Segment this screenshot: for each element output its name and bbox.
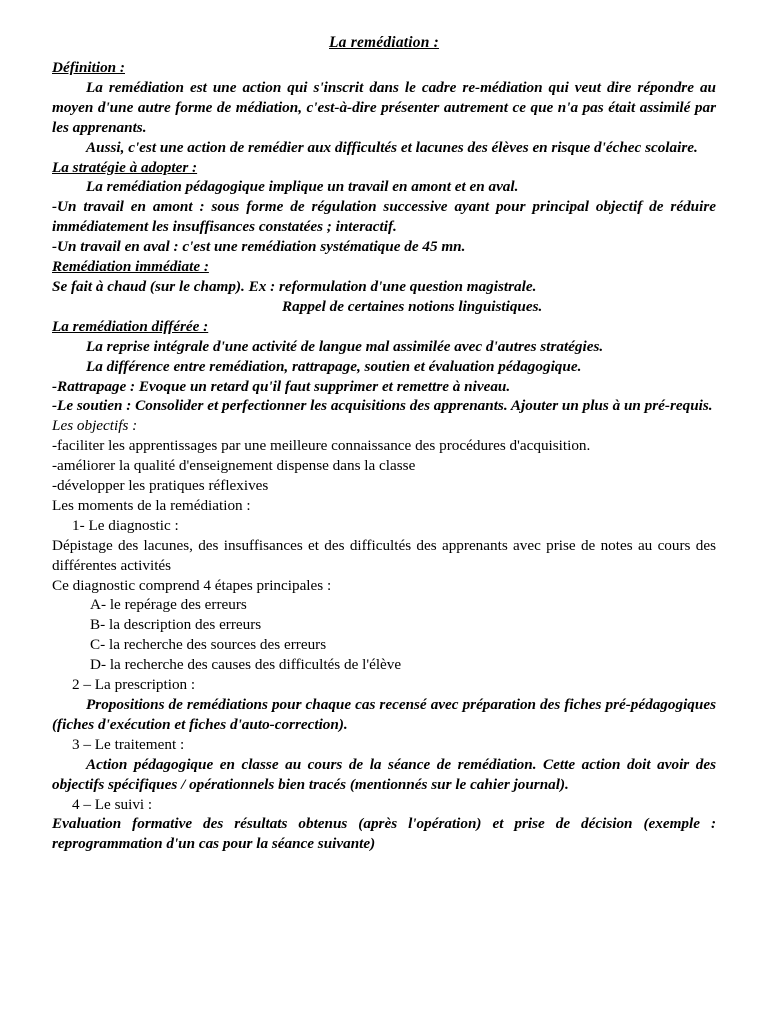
- page-title: La remédiation :: [329, 34, 439, 51]
- remediation-differee-paragraph-2: La différence entre remédiation, rattrapage, soutien et évaluation pédagogique.: [86, 357, 582, 375]
- remediation-immediate-paragraph-1: Se fait à chaud (sur le champ). Ex : reformulation d'une question magistrale.: [52, 277, 537, 295]
- strategie-paragraph-2: -Un travail en amont : sous forme de régulation successive ayant pour principal objectif de réduire immédiatement les insuffisances constatées ; interactif.: [52, 198, 716, 236]
- moment-4-paragraph-1: Evaluation formative des résultats obtenus (après l'opération) et prise de décision (exemple : reprogrammation d'un cas pour la séance suivante): [52, 815, 716, 853]
- moment-label-2: 2 – La prescription :: [72, 676, 196, 694]
- moment-1-step-b: B- la description des erreurs: [90, 616, 262, 634]
- remediation-differee-paragraph-4: -Le soutien : Consolider et perfectionner les acquisitions des apprenants. Ajouter un plus à un pré-requis.: [52, 397, 713, 415]
- strategie-paragraph-3: -Un travail en aval : c'est une remédiation systématique de 45 mn.: [52, 238, 466, 256]
- section-heading-remediation-immediate: Remédiation immédiate :: [52, 258, 209, 276]
- section-heading-moments: Les moments de la remédiation :: [52, 496, 251, 514]
- section-heading-definition: Définition :: [52, 59, 125, 76]
- remediation-differee-paragraph-3: -Rattrapage : Evoque un retard qu'il faut supprimer et remettre à niveau.: [52, 377, 511, 395]
- moment-label-1: 1- Le diagnostic :: [72, 516, 179, 534]
- definition-paragraph-1: La remédiation est une action qui s'inscrit dans le cadre re-médiation qui veut dire répondre au moyen d'une autre forme de médiation, c'est-à-dire présenter autrement ce que n'a pas était assimilé par les apprenants.: [52, 78, 716, 136]
- moment-label-3: 3 – Le traitement :: [72, 735, 185, 753]
- moment-1-paragraph-1: Dépistage des lacunes, des insuffisances et des difficultés des apprenants avec prise de notes au cours des différentes activités: [52, 536, 716, 574]
- remediation-differee-paragraph-1: La reprise intégrale d'une activité de langue mal assimilée avec d'autres stratégies.: [86, 337, 604, 355]
- moment-1-step-a: A- le repérage des erreurs: [90, 596, 247, 614]
- remediation-immediate-paragraph-2: Rappel de certaines notions linguistiques.: [282, 297, 543, 315]
- section-heading-objectifs: Les objectifs :: [52, 417, 138, 435]
- objectifs-item-3: -développer les pratiques réflexives: [52, 477, 269, 495]
- moment-2-paragraph-1: Propositions de remédiations pour chaque cas recensé avec préparation des fiches pré-pédagogiques (fiches d'exécution et fiches d'auto-correction).: [52, 696, 716, 733]
- moment-1-paragraph-2: Ce diagnostic comprend 4 étapes principales :: [52, 576, 332, 594]
- objectifs-item-2: -améliorer la qualité d'enseignement dispense dans la classe: [52, 457, 416, 475]
- strategie-paragraph-1: La remédiation pédagogique implique un travail en amont et en aval.: [86, 178, 519, 196]
- moment-3-paragraph-1: Action pédagogique en classe au cours de la séance de remédiation. Cette action doit avoir des objectifs spécifiques / opérationnels bien tracés (mentionnés sur le cahier journal).: [52, 755, 716, 793]
- moment-label-4: 4 – Le suivi :: [72, 795, 153, 813]
- definition-paragraph-2: Aussi, c'est une action de remédier aux difficultés et lacunes des élèves en risque d'échec scolaire.: [86, 138, 698, 156]
- section-heading-strategie: La stratégie à adopter :: [52, 158, 198, 176]
- moment-1-step-c: C- la recherche des sources des erreurs: [90, 636, 327, 654]
- moment-1-step-d: D- la recherche des causes des difficultés de l'élève: [90, 656, 402, 674]
- objectifs-item-1: -faciliter les apprentissages par une meilleure connaissance des procédures d'acquisition.: [52, 437, 591, 455]
- section-heading-remediation-differee: La remédiation différée :: [52, 317, 209, 335]
